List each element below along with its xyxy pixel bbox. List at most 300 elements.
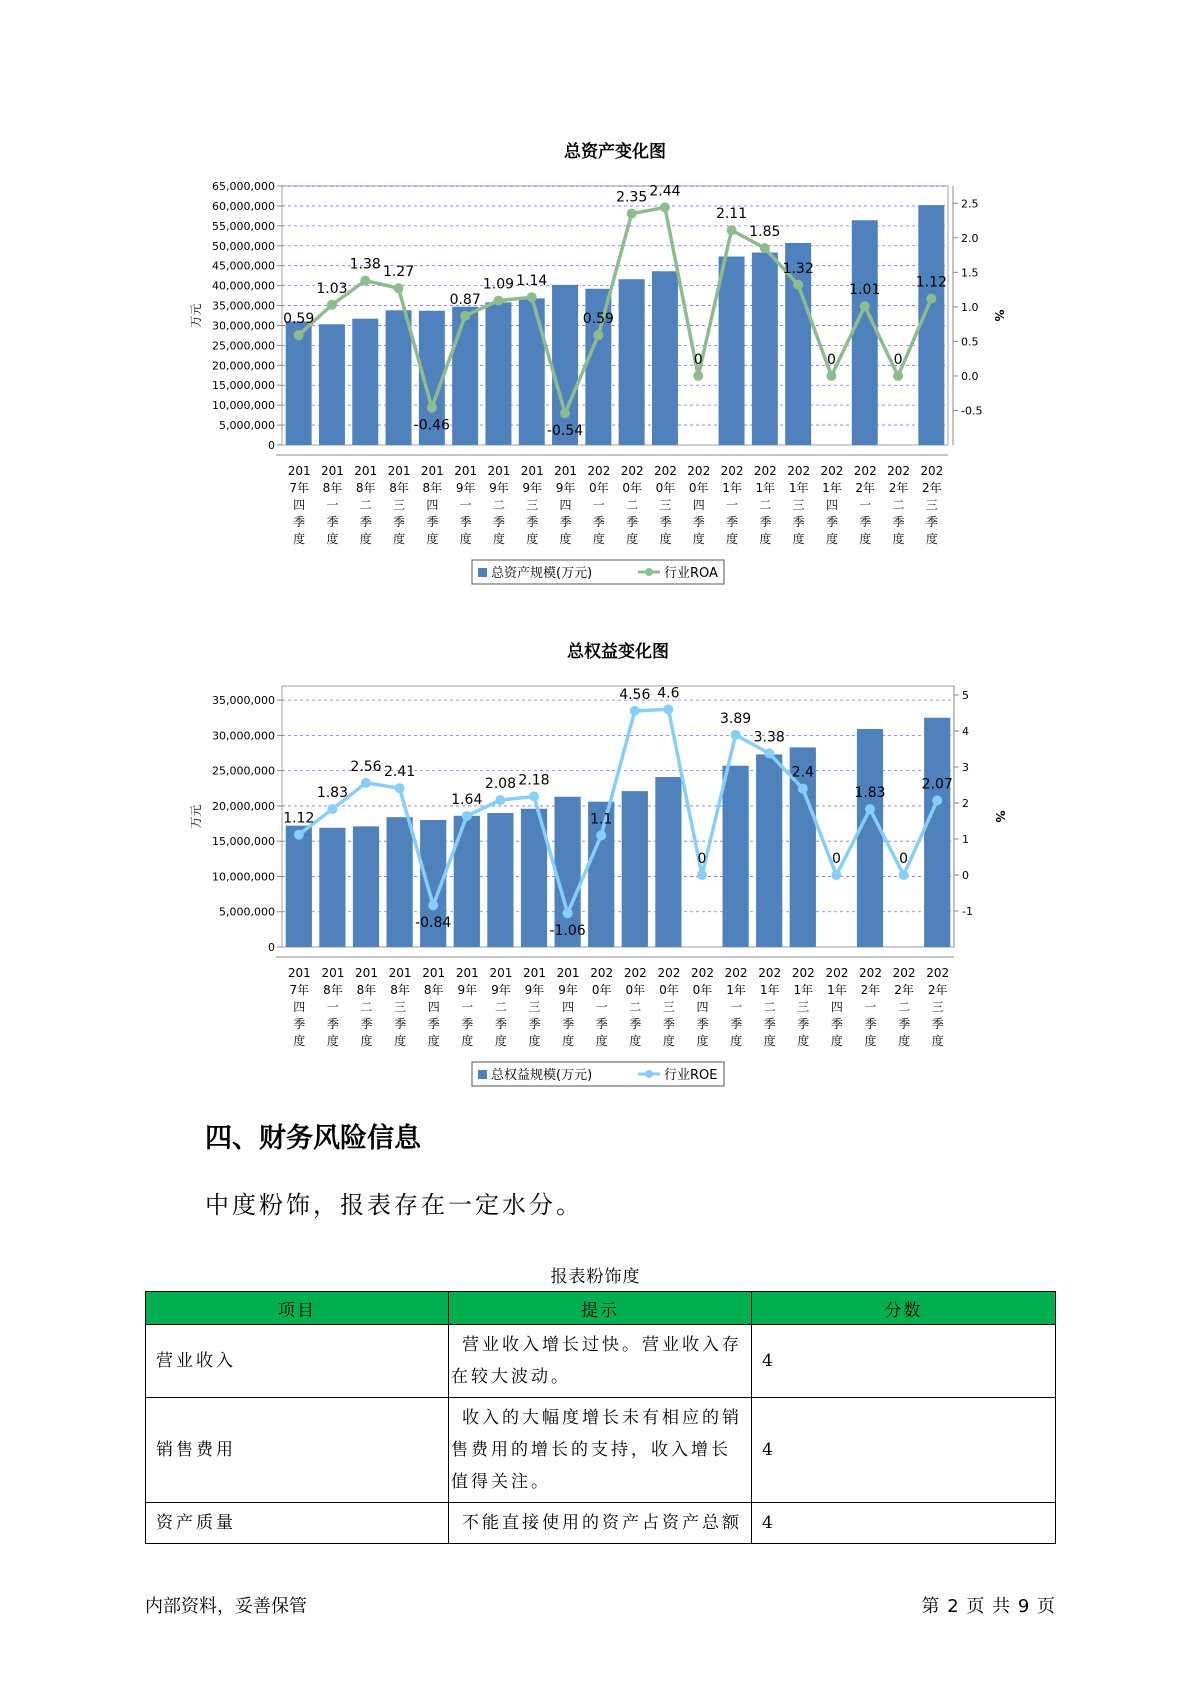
category-label: 9年 (555, 481, 576, 495)
row-score: 4 (752, 1503, 1056, 1544)
category-label: 季 (459, 515, 472, 529)
bar (319, 324, 345, 445)
bar (386, 310, 412, 445)
row-hint: 不能直接使用的资产占资产总额 (449, 1503, 752, 1544)
legend-bar-label: 总权益规模(万元) (491, 1068, 593, 1083)
left-tick-label: 5,000,000 (219, 419, 275, 433)
category-label: 一 (592, 498, 605, 512)
category-label: 度 (494, 1034, 507, 1048)
left-tick-label: 10,000,000 (212, 399, 275, 413)
category-label: 度 (595, 1034, 608, 1048)
bar (485, 302, 511, 445)
data-label: 2.56 (350, 758, 382, 775)
category-label: 0年 (659, 983, 679, 997)
category-label: 0年 (692, 983, 713, 997)
category-label: 二 (629, 1000, 642, 1014)
line-point (596, 830, 606, 840)
category-label: 度 (830, 1034, 843, 1048)
category-label: 2年 (855, 481, 876, 495)
data-label: 0 (899, 851, 909, 867)
data-label: 1.83 (316, 785, 348, 802)
table-header-row (146, 1292, 1056, 1325)
right-tick-label: 1.5 (961, 266, 979, 280)
data-label: 2.41 (384, 764, 416, 781)
category-label: 季 (360, 1017, 373, 1031)
category-label: 二 (359, 498, 372, 512)
category-label: 季 (696, 1017, 709, 1031)
row-hint: 营业收入增长过快。营业收入存在较大波动。 (449, 1325, 752, 1398)
bar (652, 271, 678, 445)
bar (852, 220, 878, 445)
category-label: 二 (626, 498, 639, 512)
right-tick-label: 2.5 (961, 197, 979, 211)
category-label: 季 (559, 515, 572, 529)
left-axis-unit: 万元 (189, 804, 203, 829)
data-label: -0.84 (415, 915, 452, 932)
data-label: 0 (697, 851, 707, 867)
category-label: 季 (730, 1017, 743, 1031)
plot-frame (282, 186, 948, 445)
category-label: 三 (931, 1000, 944, 1014)
category-label: 季 (629, 1017, 642, 1031)
bar (719, 257, 745, 445)
category-label: 度 (461, 1034, 474, 1048)
category-label: 0年 (591, 983, 612, 997)
category-label: 季 (293, 515, 306, 529)
bar (487, 813, 513, 947)
right-tick-label: 2 (962, 797, 969, 810)
category-label: 二 (759, 498, 772, 512)
category-label: 9年 (558, 983, 578, 997)
category-label: 季 (393, 515, 406, 529)
category-label: 2年 (922, 481, 942, 495)
category-label: 季 (427, 1017, 440, 1031)
category-label: 季 (830, 1017, 843, 1031)
right-tick-label: 0 (962, 869, 969, 882)
category-label: 度 (792, 532, 805, 546)
data-label: 1.64 (451, 791, 483, 808)
header-hint: 提示 (449, 1292, 752, 1325)
left-tick-label: 25,000,000 (212, 764, 275, 778)
data-label: 0.59 (582, 311, 614, 328)
category-label: 四 (293, 1000, 306, 1014)
category-label: 202 (758, 966, 782, 980)
category-label: 三 (797, 1000, 810, 1014)
line-point (826, 371, 836, 381)
category-label: 8年 (322, 481, 343, 495)
category-label: 一 (461, 1000, 474, 1014)
category-label: 7年 (289, 481, 309, 495)
category-label: 201 (489, 966, 513, 980)
category-label: 201 (420, 464, 444, 478)
left-axis-unit: 万元 (189, 303, 203, 328)
left-tick-label: 25,000,000 (212, 339, 275, 353)
right-tick-label: 2.0 (961, 231, 979, 245)
equity-chart (0, 640, 1191, 1099)
category-label: 202 (720, 464, 744, 478)
category-label: 一 (595, 1000, 608, 1014)
header-score: 分数 (752, 1292, 1056, 1325)
category-label: 202 (791, 966, 815, 980)
category-label: 一 (459, 498, 472, 512)
data-label: 4.6 (657, 685, 680, 702)
category-label: 度 (659, 532, 672, 546)
bar (619, 279, 645, 445)
category-label: 度 (393, 532, 406, 546)
right-tick-label: 1.0 (961, 300, 979, 314)
risk-table (145, 1291, 1056, 1544)
data-label: -0.54 (546, 423, 584, 440)
category-label: 度 (394, 1034, 407, 1048)
category-label: 季 (892, 515, 905, 529)
category-label: 202 (657, 966, 681, 980)
category-label: 8年 (423, 983, 444, 997)
category-label: 四 (559, 498, 572, 512)
line-point (427, 403, 437, 413)
header-item: 项目 (146, 1292, 449, 1325)
right-tick-label: -0.5 (961, 404, 983, 418)
category-label: 202 (653, 464, 677, 478)
category-label: 202 (587, 464, 611, 478)
category-label: 8年 (390, 983, 410, 997)
category-label: 201 (387, 464, 411, 478)
right-tick-label: 4 (962, 725, 969, 738)
left-tick-label: 35,000,000 (212, 299, 275, 313)
category-label: 202 (687, 464, 711, 478)
line-point (727, 225, 737, 235)
category-label: 度 (559, 532, 572, 546)
table-caption: 报表粉饰度 (550, 1267, 641, 1287)
data-label: -0.46 (413, 417, 450, 434)
data-label: 2.35 (616, 189, 648, 206)
row-score: 4 (752, 1325, 1056, 1398)
data-label: 1.12 (915, 274, 947, 291)
category-label: 201 (520, 464, 544, 478)
data-label: 2.4 (791, 764, 814, 781)
bar (622, 791, 648, 947)
category-label: 1年 (759, 983, 780, 997)
left-tick-label: 65,000,000 (212, 180, 275, 193)
line-point (760, 243, 770, 253)
category-label: 7年 (289, 983, 310, 997)
category-label: 季 (595, 1017, 608, 1031)
line-point (926, 294, 936, 304)
bar (386, 817, 412, 947)
category-label: 季 (461, 1017, 474, 1031)
data-label: 3.38 (753, 729, 785, 746)
category-label: 四 (293, 498, 306, 512)
line-point (793, 280, 803, 290)
left-tick-label: 30,000,000 (212, 319, 275, 333)
category-label: 季 (426, 515, 439, 529)
category-label: 2年 (894, 983, 914, 997)
left-tick-label: 5,000,000 (219, 905, 275, 919)
category-label: 二 (763, 1000, 776, 1014)
assets-chart-svg (0, 140, 1191, 590)
line-point (495, 795, 505, 805)
category-label: 三 (526, 498, 539, 512)
row-score: 4 (752, 1398, 1056, 1503)
category-label: 8年 (355, 481, 376, 495)
category-label: 季 (626, 515, 639, 529)
line-point (627, 209, 637, 219)
row-item: 资产质量 (146, 1503, 449, 1544)
category-label: 度 (662, 1034, 675, 1048)
line-point (460, 311, 470, 321)
line-point (462, 811, 472, 821)
line-point (663, 704, 673, 714)
category-label: 季 (898, 1017, 911, 1031)
line-point (630, 706, 640, 716)
category-label: 9年 (522, 481, 543, 495)
category-label: 度 (459, 532, 472, 546)
category-label: 0年 (688, 481, 709, 495)
category-label: 201 (554, 464, 578, 478)
category-label: 0年 (589, 481, 609, 495)
category-label: 季 (662, 1017, 675, 1031)
legend-bar-swatch (478, 1070, 487, 1079)
category-label: 一 (326, 498, 339, 512)
category-label: 一 (326, 1000, 339, 1014)
table-row (146, 1503, 1056, 1544)
line-point (294, 330, 304, 340)
data-label: -1.06 (549, 923, 586, 940)
data-label: 1.27 (382, 264, 415, 281)
data-label: 2.07 (921, 776, 953, 793)
category-label: 201 (556, 966, 580, 980)
category-label: 度 (892, 532, 905, 546)
category-label: 三 (394, 1000, 407, 1014)
category-label: 201 (321, 966, 345, 980)
category-label: 四 (830, 1000, 843, 1014)
category-label: 一 (726, 498, 739, 512)
category-label: 202 (753, 464, 777, 478)
category-label: 8年 (422, 481, 443, 495)
line-point (764, 748, 774, 758)
category-label: 9年 (524, 983, 545, 997)
category-label: 三 (792, 498, 805, 512)
category-label: 1年 (755, 481, 776, 495)
category-label: 季 (925, 515, 938, 529)
data-label: 3.89 (720, 710, 752, 727)
category-label: 度 (864, 1034, 877, 1048)
left-tick-label: 45,000,000 (212, 259, 275, 273)
category-label: 度 (797, 1034, 810, 1048)
category-label: 202 (859, 966, 882, 980)
category-label: 1年 (822, 481, 842, 495)
category-label: 季 (359, 515, 372, 529)
category-label: 季 (492, 515, 505, 529)
category-label: 202 (787, 464, 811, 478)
right-axis-unit: % (993, 810, 1007, 823)
category-label: 度 (359, 532, 372, 546)
line-point (865, 804, 875, 814)
category-label: 季 (562, 1017, 575, 1031)
line-point (360, 276, 370, 286)
category-label: 201 (287, 966, 311, 980)
category-label: 2年 (927, 983, 948, 997)
left-tick-label: 0 (268, 941, 275, 954)
data-label: 0.59 (283, 311, 315, 328)
category-label: 季 (293, 1017, 306, 1031)
line-point (394, 283, 404, 293)
footer-page-number: 第 2 页 共 9 页 (921, 1596, 1056, 1617)
category-label: 202 (920, 464, 944, 478)
line-point (294, 830, 304, 840)
row-item: 销售费用 (146, 1398, 449, 1503)
category-label: 季 (763, 1017, 776, 1031)
category-label: 0年 (625, 983, 646, 997)
line-point (563, 908, 573, 918)
line-point (798, 784, 808, 794)
category-label: 三 (393, 498, 406, 512)
category-label: 201 (455, 966, 479, 980)
left-tick-label: 20,000,000 (212, 359, 275, 373)
category-label: 季 (792, 515, 805, 529)
data-label: 0.87 (449, 291, 481, 308)
category-label: 二 (360, 1000, 373, 1014)
line-point (831, 870, 841, 880)
line-point (899, 870, 909, 880)
category-label: 201 (454, 464, 478, 478)
row-item: 营业收入 (146, 1325, 449, 1398)
category-label: 度 (326, 1034, 339, 1048)
category-label: 201 (388, 966, 412, 980)
data-label: 0 (826, 351, 836, 368)
line-point (593, 330, 603, 340)
category-label: 202 (590, 966, 614, 980)
category-label: 度 (426, 532, 439, 546)
category-label: 度 (931, 1034, 944, 1048)
legend-line-marker (645, 1070, 653, 1078)
right-tick-label: -1 (962, 905, 973, 918)
line-point (560, 408, 570, 418)
category-label: 度 (326, 532, 339, 546)
category-label: 202 (623, 966, 647, 980)
category-label: 201 (523, 966, 546, 980)
category-label: 201 (354, 464, 378, 478)
bar (319, 828, 345, 947)
category-label: 度 (730, 1034, 743, 1048)
category-label: 9年 (455, 481, 476, 495)
category-label: 四 (696, 1000, 709, 1014)
category-label: 季 (528, 1017, 541, 1031)
category-label: 季 (859, 515, 872, 529)
data-label: 0 (893, 351, 903, 368)
category-label: 度 (825, 532, 838, 546)
line-point (932, 795, 942, 805)
category-label: 201 (487, 464, 511, 478)
category-label: 度 (293, 1034, 306, 1048)
category-label: 0年 (655, 481, 676, 495)
data-label: 1.1 (590, 811, 613, 828)
category-label: 季 (825, 515, 838, 529)
category-label: 季 (326, 1017, 339, 1031)
left-tick-label: 35,000,000 (212, 694, 275, 708)
legend-line-marker (645, 568, 653, 576)
chart-title: 总资产变化图 (564, 142, 666, 162)
risk-summary: 中度粉饰，报表存在一定水分。 (205, 1191, 583, 1219)
category-label: 9年 (457, 983, 478, 997)
category-label: 一 (859, 498, 872, 512)
data-label: 0 (693, 351, 703, 368)
category-label: 三 (662, 1000, 675, 1014)
category-label: 201 (320, 464, 344, 478)
category-label: 度 (626, 532, 639, 546)
category-label: 四 (426, 498, 439, 512)
data-label: 2.18 (518, 772, 550, 789)
left-tick-label: 10,000,000 (212, 870, 275, 884)
right-tick-label: 5 (962, 689, 969, 702)
line-point (493, 296, 503, 306)
left-tick-label: 55,000,000 (212, 219, 275, 233)
left-tick-label: 15,000,000 (212, 835, 275, 849)
category-label: 8年 (356, 983, 377, 997)
category-label: 202 (820, 464, 844, 478)
left-tick-label: 20,000,000 (212, 799, 275, 813)
left-tick-label: 15,000,000 (212, 379, 275, 393)
category-label: 201 (355, 966, 378, 980)
bar (756, 754, 782, 947)
legend-line-label: 行业ROE (664, 1068, 718, 1083)
category-label: 二 (892, 498, 905, 512)
category-label: 季 (526, 515, 539, 529)
category-label: 度 (925, 532, 938, 546)
category-label: 度 (293, 532, 306, 546)
data-label: 1.85 (749, 224, 781, 241)
data-label: 2.44 (649, 183, 681, 200)
category-label: 季 (659, 515, 672, 529)
category-label: 9年 (489, 481, 509, 495)
category-label: 8年 (323, 983, 343, 997)
category-label: 季 (326, 515, 339, 529)
category-label: 1年 (726, 983, 746, 997)
line-point (327, 804, 337, 814)
category-label: 度 (526, 532, 539, 546)
right-tick-label: 0.5 (961, 335, 979, 349)
left-tick-label: 30,000,000 (212, 729, 275, 743)
category-label: 8年 (389, 481, 409, 495)
bar (352, 319, 378, 445)
data-label: 1.12 (283, 810, 315, 827)
data-label: 1.38 (349, 256, 381, 273)
line-point (697, 870, 707, 880)
category-label: 二 (492, 498, 505, 512)
category-label: 度 (759, 532, 772, 546)
category-label: 季 (864, 1017, 877, 1031)
category-label: 202 (926, 966, 950, 980)
category-label: 四 (825, 498, 838, 512)
bar (752, 253, 778, 445)
data-label: 0 (831, 851, 841, 867)
category-label: 季 (394, 1017, 407, 1031)
right-tick-label: 0.0 (961, 369, 979, 383)
line-point (361, 778, 371, 788)
bar (722, 766, 748, 947)
category-label: 202 (825, 966, 849, 980)
table-row (146, 1398, 1056, 1503)
category-label: 202 (887, 464, 911, 478)
legend-bar-swatch (478, 568, 487, 577)
table-row (146, 1325, 1056, 1398)
data-label: 1.03 (316, 280, 348, 297)
category-label: 2年 (888, 481, 909, 495)
bar (353, 826, 379, 947)
category-label: 202 (853, 464, 877, 478)
category-label: 1年 (793, 983, 814, 997)
footer-confidential: 内部资料，妥善保管 (145, 1596, 307, 1617)
data-label: 2.08 (484, 776, 516, 793)
